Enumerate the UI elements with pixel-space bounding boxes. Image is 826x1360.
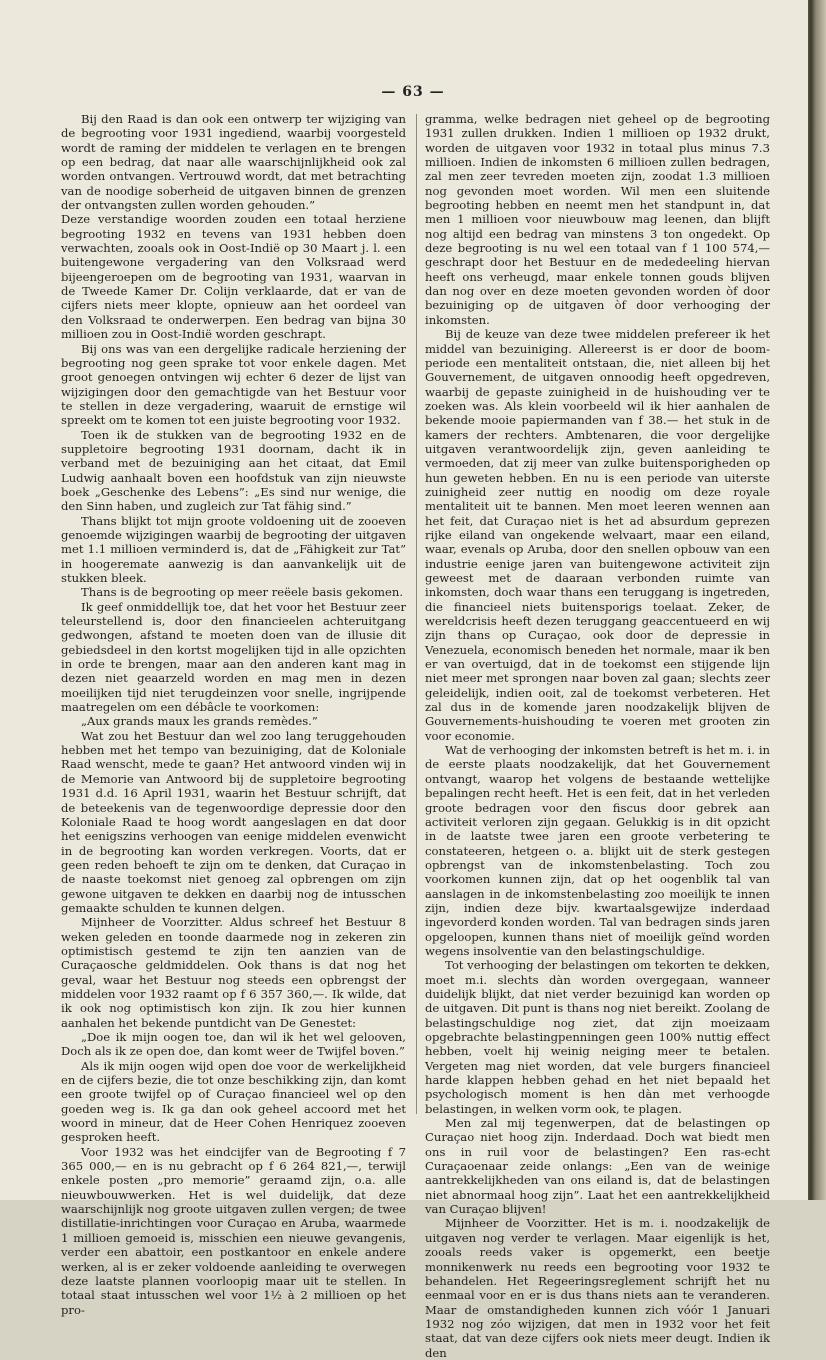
- paragraph: Bij de keuze van deze twee middelen prefereer ik het middel van bezuiniging. Allereerst is er door de boom-periode een mentaliteit ontstaan, die, niet alleen bij het Gouvernement, de uitgaven onnoodig heeft opgedreven, waarbij de gepaste zuinigheid in de huishouding ver te zoeken was. Als klein voorbeeld wil ik hier aanhalen de bekende mooie papiermanden van f 38.— het stuk in de kamers der rechters. Ambtenaren, die voor dergelijke uitgaven verantwoordelijk zijn, geven aanleiding te vermoeden, dat zij meer van zulke buitensporigheden op hun geweten hebben. En nu is een periode van uiterste zuinigheid zeer nuttig en noodig om deze royale mentaliteit uit te bannen. Men moet leeren wennen aan het feit, dat Curaçao niet is het ad absurdum geprezen rijke eiland van ongekende welvaart, maar een eiland, waar, evenals op Aruba, door den snellen opbouw van een industrie eenige jaren van buitengewone activiteit zijn geweest met de daaraan verbonden ruimte van inkomsten, doch waar thans een teruggang is ingetreden, die financieel niets buitensporigs toelaat. Zeker, de wereldcrisis heeft dezen teruggang geaccentueerd en wij zijn thans op Curaçao, ook door de depressie in Venezuela, economisch beneden het normale, maar ik ben er van overtuigd, dat in de toekomst een stijgende lijn niet meer met sprongen naar boven zal gaan; slechts zeer geleidelijk, indien ooit, zal de toekomst verbeteren. Het zal dus in de komende jaren noodzakelijk blijven de Gouvernements-huishouding te voeren met grooten zin voor economie.: [425, 327, 770, 743]
- column-divider: [416, 114, 417, 1114]
- book-binding-edge: [808, 0, 826, 1200]
- paragraph: Men zal mij tegenwerpen, dat de belastingen op Curaçao niet hoog zijn. Inderdaad. Doch wat biedt men ons in ruil voor de belastingen? Een ras-echt Curaçaoenaar zeide onlangs: „Een van de weinige aantrekkelijkheden van ons eiland is, dat de belastingen niet abnormaal hoog zijn”. Laat het een aantrekkelijkheid van Curaçao blijven!: [425, 1116, 770, 1217]
- paragraph: Wat de verhooging der inkomsten betreft is het m. i. in de eerste plaats noodzakelijk, dat het Gouvernement ontvangt, waarop het volgens de bestaande wettelijke bepalingen recht heeft. Het is een feit, dat in het verleden groote bedragen voor den fiscus door gebrek aan activiteit verloren zijn gegaan. Gelukkig is in dit opzicht in de laatste twee jaren een groote verbetering te constateeren, hetgeen o. a. blijkt uit de sterk gestegen opbrengst van de inkomstenbelasting. Toch zou voorkomen kunnen zijn, dat op het oogenblik tal van aanslagen in de inkomstenbelasting zoo moeilijk te innen zijn, indien deze bijv. kwartaalsgewijze inderdaad ingevorderd konden worden. Tal van bedragen sinds jaren opgeloopen, kunnen thans niet of moeilijk geïnd worden wegens insolventie van den belastingschuldige.: [425, 743, 770, 958]
- right-text-column: [425, 112, 770, 1360]
- paragraph: Thans is de begrooting op meer reëele basis gekomen.: [81, 585, 404, 600]
- paragraph: Deze verstandige woorden zouden een totaal herziene begrooting 1932 en tevens van 1931 hebben doen verwachten, zooals ook in Oost-Indië op 30 Maart j. l. een buitengewone vergadering van den Volksraad werd bijeengeroepen om de begrooting van 1931, waarvan in de Tweede Kamer Dr. Colijn verklaarde, dat er van de cijfers niets meer klopte, opnieuw aan het oordeel van den Volksraad te onderwerpen. Een bedrag van bijna 30 millioen zou in Oost-Indië worden geschrapt.: [61, 212, 406, 342]
- paragraph: Voor 1932 was het eindcijfer van de Begrooting f 7 365 000,— en is nu gebracht op f 6 264 821,—, terwijl enkele posten „pro memorie” geraamd zijn, o.a. alle nieuwbouwwerken. Het is wel duidelijk, dat deze waarschijnlijk nog groote uitgaven zullen vergen; de twee distillatie-inrichtingen voor Curaçao en Aruba, waarmede 1 millioen gemoeid is, misschien een nieuwe gevangenis, verder een abattoir, een postkantoor en enkele andere werken, al is er zeker voldoende aanleiding te overwegen deze laatste plannen voorloopig maar uit te stellen. In totaal staat intusschen wel voor 1½ à 2 millioen op het pro-: [61, 1144, 406, 1317]
- page-number: — 63 —: [381, 84, 445, 100]
- paragraph: Mijnheer de Voorzitter. Het is m. i. noodzakelijk de uitgaven nog verder te verlagen. Maar eigenlijk is het, zooals reeds vaker is opgemerkt, een beetje monnikenwerk nu reeds een begrooting voor 1932 te behandelen. Het Regeeringsreglement schrijft het nu eenmaal voor en er is dus thans niets aan te veranderen. Maar de omstandigheden kunnen zich vóór 1 Januari 1932 nog zóo wijzigen, dat men in 1932 voor het feit staat, dat van deze cijfers ook niets meer deugt. Indien ik den: [425, 1216, 770, 1360]
- paragraph: Bij den Raad is dan ook een ontwerp ter wijziging van de begrooting voor 1931 ingediend, waarbij voorgesteld wordt de raming der middelen te verlagen en te brengen op een bedrag, dat naar alle waarschijnlijkheid ook zal worden ontvangen. Vertrouwd wordt, dat met betrachting van de noodige soberheid de uitgaven binnen de grenzen der ontvangsten zullen worden gehouden.”: [61, 112, 406, 213]
- paragraph: Mijnheer de Voorzitter. Aldus schreef het Bestuur 8 weken geleden en toonde daarmede nog in zekeren zin optimistisch gestemd te zijn ten aanzien van de Curaçaosche geldmiddelen. Ook thans is dat nog het geval, waar het Bestuur nog steeds een opbrengst der middelen voor 1932 raamt op f 6 357 360,—. Ik wilde, dat ik ook nog optimistisch kon zijn. Ik zou hier kunnen aanhalen het bekende puntdicht van De Genestet:: [61, 915, 406, 1030]
- paragraph: Ik geef onmiddellijk toe, dat het voor het Bestuur zeer teleurstellend is, door den financieelen achteruitgang gedwongen, afstand te moeten doen van de illusie dit gebiedsdeel in den kortst mogelijken tijd in alle opzichten in orde te brengen, maar aan den anderen kant mag in dezen niet geaarzeld worden en mag men in dezen moeilijken tijd niet terugdeinzen voor snelle, ingrijpende maatregelen om een débâcle te voorkomen:: [61, 599, 406, 715]
- paragraph: Als ik mijn oogen wijd open doe voor de werkelijkheid en de cijfers bezie, die tot onze beschikking zijn, dan komt een groote twijfel op of Curaçao financieel wel op den goeden weg is. Ik ga dan ook geheel accoord met het woord in mineur, dat de Heer Cohen Henriquez zooeven gesproken heeft.: [61, 1058, 406, 1145]
- quotation: „Doe ik mijn oogen toe, dan wil ik het wel gelooven, Doch als ik ze open doe, dan komt weer de Twijfel boven.”: [61, 1030, 406, 1059]
- paragraph: Wat zou het Bestuur dan wel zoo lang teruggehouden hebben met het tempo van bezuiniging, dat de Koloniale Raad wenscht, mede te gaan? Het antwoord vinden wij in de Memorie van Antwoord bij de suppletoire begrooting 1931 d.d. 16 April 1931, waarin het Bestuur schrijft, dat de beteekenis van de tegenwoordige depressie door den Koloniale Raad te hoog wordt aangeslagen en dat door het eenigszins verhoogen van eenige middelen evenwicht in de begrooting kan worden verkregen. Voorts, dat er geen reden behoeft te zijn om te denken, dat Curaçao in de naaste toekomst niet genoeg zal opbrengen om zijn gewone uitgaven te dekken en daarbij nog de intusschen gemaakte schulden te kunnen delgen.: [61, 728, 406, 915]
- paragraph: Toen ik de stukken van de begrooting 1932 en de suppletoire begrooting 1931 doornam, dacht ik in verband met de bezuiniging aan het citaat, dat Emil Ludwig aanhaalt boven een hoofdstuk van zijn nieuwste boek „Geschenke des Lebens”: „Es sind nur wenige, die den Sinn haben, und zugleich zur Tat fähig sind.”: [61, 427, 406, 514]
- paragraph: „Aux grands maux les grands remèdes.”: [81, 714, 318, 729]
- left-text-column: [61, 112, 406, 1317]
- paragraph: gramma, welke bedragen niet geheel op de begrooting 1931 zullen drukken. Indien 1 millioen op 1932 drukt, worden de uitgaven voor 1932 in totaal plus minus 7.3 millioen. Indien de inkomsten 6 millioen zullen bedragen, zal men zeer tevreden moeten zijn, zoodat 1.3 millioen nog gevonden moet worden. Wil men een sluitende begrooting hebben en neemt men het standpunt in, dat men 1 millioen voor nieuwbouw mag leenen, dan blijft nog altijd een bedrag van minstens 3 ton ongedekt. Op deze begrooting is nu wel een totaal van f 1 100 574,— geschrapt door het Bestuur en de mededeeling hiervan heeft ons verheugd, maar enkele tonnen gouds blijven dan nog over en deze moeten gevonden worden òf door bezuiniging op de uitgaven òf door verhooging der inkomsten.: [425, 112, 770, 327]
- paragraph: Bij ons was van een dergelijke radicale herziening der begrooting nog geen sprake tot voor enkele dagen. Met groot genoegen ontvingen wij echter 6 dezer de lijst van wijzigingen door den gemachtigde van het Bestuur voor te stellen in deze vergadering, waaruit de ernstige wil spreekt om te komen tot een juiste begrooting voor 1932.: [61, 341, 406, 428]
- paragraph: Thans blijkt tot mijn groote voldoening uit de zooeven genoemde wijzigingen waarbij de begrooting der uitgaven met 1.1 millioen verminderd is, dat de „Fähigkeit zur Tat” in hoogeremate aanwezig is dan aanvankelijk uit de stukken bleek.: [61, 513, 406, 585]
- paragraph: Tot verhooging der belastingen om tekorten te dekken, moet m.i. slechts dàn worden overgegaan, wanneer duidelijk blijkt, dat niet verder bezuinigd kan worden op de uitgaven. Dit punt is thans nog niet bereikt. Zoolang de belastingschuldige nog ziet, dat zijn moeizaam opgebrachte belastingpenningen geen 100% nuttig effect hebben, voelt hij weinig neiging meer te betalen. Vergeten mag niet worden, dat vele burgers financieel harde klappen hebben gehad en het niet bepaald het psychologisch moment is hen dàn met verhoogde belastingen, in welken vorm ook, te plagen.: [425, 958, 770, 1116]
